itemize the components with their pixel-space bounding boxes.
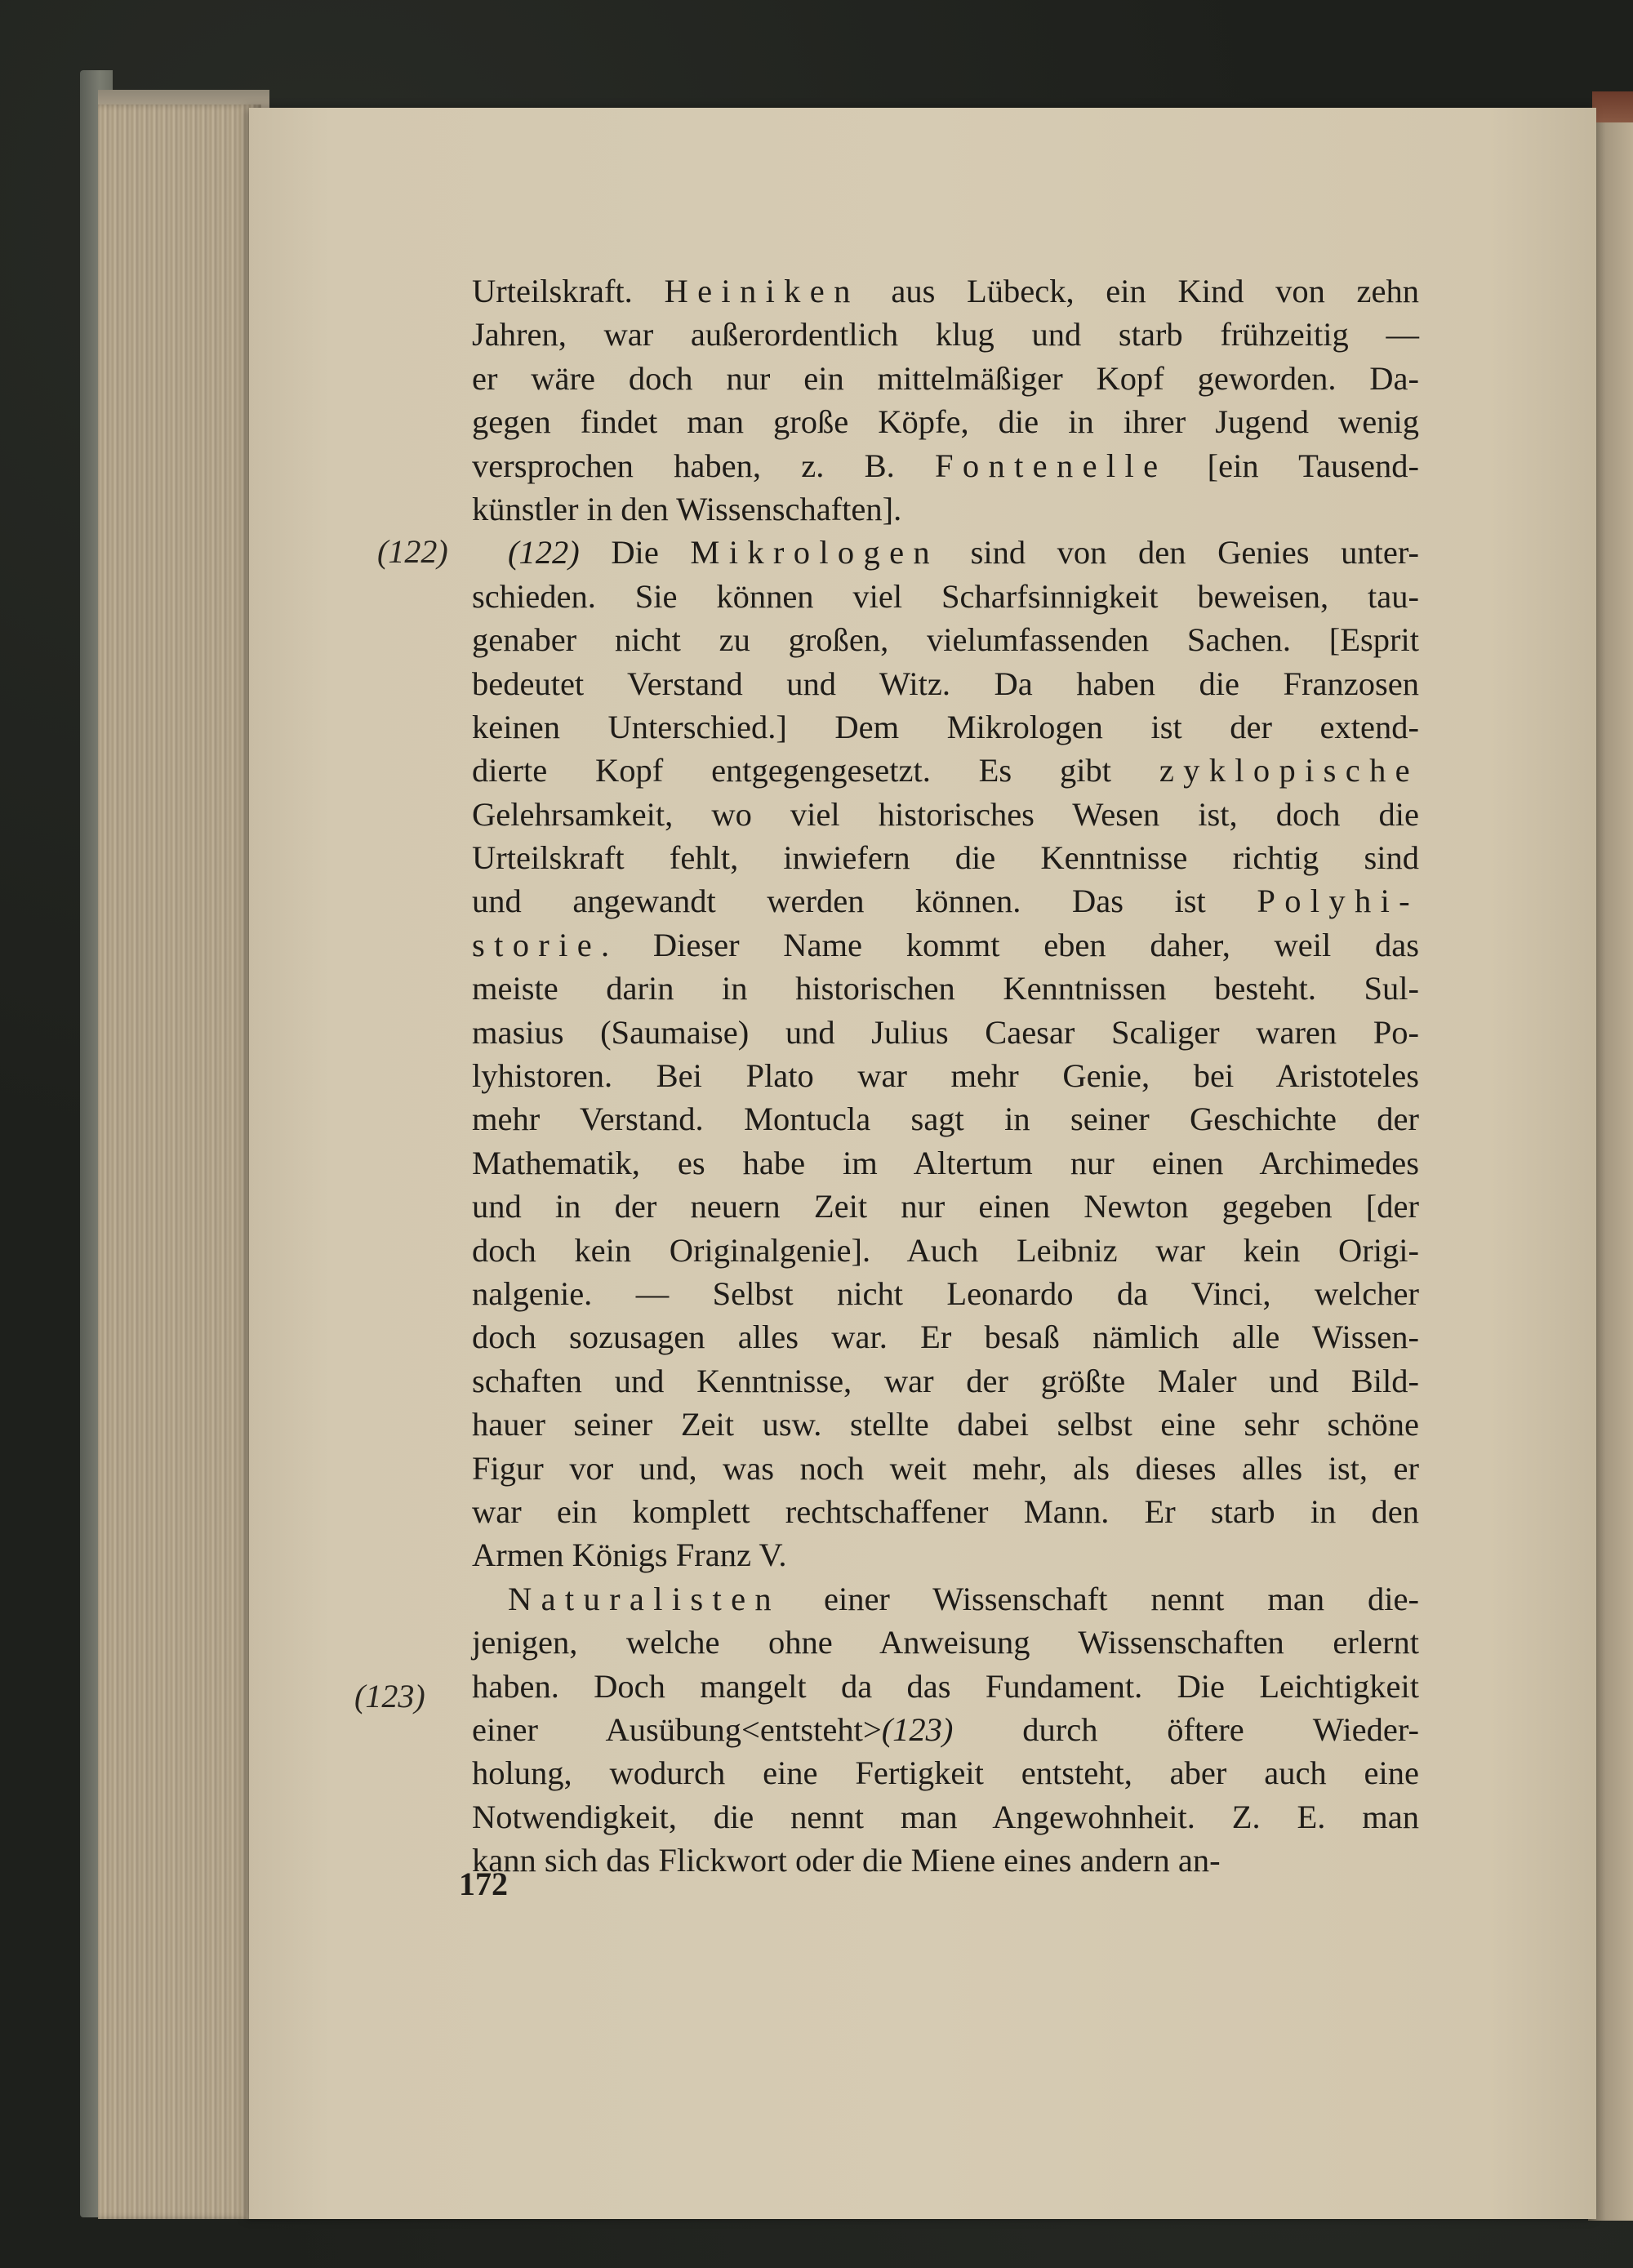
- text-line: [472, 1359, 1419, 1403]
- text-run: . Dieser Name kommt eben daher, weil das: [601, 926, 1419, 963]
- margin-note-122: (122): [377, 533, 448, 570]
- text-run: masius (Saumaise) und Julius Caesar Scaliger waren Po-: [472, 1013, 1419, 1051]
- text-line: [472, 1315, 1419, 1359]
- text-line: [472, 662, 1419, 705]
- text-line: [472, 1490, 1419, 1533]
- text-line: [472, 1011, 1419, 1054]
- text-run: war ein komplett rechtschaffener Mann. Er starb in den: [472, 1492, 1419, 1530]
- text-line: [472, 1403, 1419, 1446]
- text-run: hauer seiner Zeit usw. stellte dabei selbst eine sehr schöne: [472, 1406, 1419, 1443]
- text-run: aus Lübeck, ein Kind von zehn: [859, 273, 1420, 309]
- text-run: schaften und Kenntnisse, war der größte Maler und Bild-: [472, 1362, 1419, 1399]
- text-run: holung, wodurch eine Fertigkeit entsteht, aber auch eine: [472, 1754, 1419, 1792]
- text-line: [472, 1751, 1419, 1794]
- text-run: keinen Unterschied.] Dem Mikrologen ist der extend-: [472, 708, 1419, 745]
- spaced-emphasis: Naturalisten: [508, 1580, 781, 1617]
- text-line: [472, 1533, 1419, 1576]
- text-line: [472, 705, 1419, 749]
- text-line: [472, 1839, 1419, 1882]
- text-line: [472, 793, 1419, 836]
- text-run: Notwendigkeit, die nennt man Angewohnheit. Z. E. man: [472, 1798, 1419, 1835]
- text-run: kann sich das Flickwort oder die Miene eines andern an-: [472, 1842, 1221, 1879]
- text-line: [472, 967, 1419, 1010]
- text-line: [472, 1447, 1419, 1490]
- text-run: künstler in den Wissenschaften].: [472, 490, 902, 527]
- text-line: [472, 1621, 1419, 1664]
- text-line: [472, 618, 1419, 661]
- spaced-emphasis: Polyhi-: [1257, 883, 1419, 920]
- body-text: [472, 269, 1419, 1882]
- text-line: [472, 400, 1419, 443]
- text-run: haben. Doch mangelt da das Fundament. Die Leichtigkeit: [472, 1667, 1419, 1705]
- text-line: [472, 1665, 1419, 1708]
- text-run: doch kein Originalgenie]. Auch Leibniz war kein Origi-: [472, 1231, 1419, 1269]
- text-line: [472, 531, 1419, 574]
- text-run: Urteilskraft fehlt, inwiefern die Kenntnisse richtig sind: [472, 839, 1419, 877]
- text-line: [472, 357, 1419, 400]
- text-line: [472, 444, 1419, 487]
- text-run: jenigen, welche ohne Anweisung Wissenschaften erlernt: [472, 1624, 1419, 1661]
- text-run: Figur vor und, was noch weit mehr, als dieses alles ist, er: [472, 1449, 1419, 1487]
- text-line: [472, 1272, 1419, 1315]
- text-line: [472, 1229, 1419, 1272]
- text-run: sind von den Genies unter-: [939, 534, 1419, 571]
- spaced-emphasis: Heiniken: [664, 273, 860, 309]
- page-number: 172: [459, 1866, 508, 1902]
- text-line: [472, 749, 1419, 792]
- text-line: [472, 1577, 1419, 1621]
- text-line: [472, 923, 1419, 967]
- text-run: dierte Kopf entgegengesetzt. Es gibt: [472, 752, 1159, 789]
- text-run: Die: [579, 534, 691, 571]
- text-run: Jahren, war außerordentlich klug und starb frühzeitig —: [472, 316, 1419, 354]
- text-run: bedeutet Verstand und Witz. Da haben die Franzosen: [472, 665, 1419, 702]
- text-run: [ein Tausend-: [1167, 447, 1420, 484]
- text-line: [472, 1097, 1419, 1141]
- text-line: [472, 313, 1419, 356]
- text-line: [472, 1141, 1419, 1185]
- text-line: [472, 487, 1419, 531]
- text-run: schieden. Sie können viel Scharfsinnigkeit beweisen, tau-: [472, 577, 1419, 615]
- spaced-emphasis: Fontenelle: [935, 447, 1168, 484]
- text-line: [472, 1708, 1419, 1751]
- text-line: [472, 269, 1419, 313]
- text-run: Urteilskraft.: [472, 273, 665, 309]
- facing-page-strip: [1592, 91, 1633, 124]
- text-line: [472, 879, 1419, 923]
- spaced-emphasis: zyklopische: [1159, 752, 1419, 789]
- text-run: Mathematik, es habe im Altertum nur einen Archimedes: [472, 1144, 1419, 1181]
- text-run: durch öftere Wieder-: [953, 1710, 1419, 1748]
- text-line: [472, 1795, 1419, 1839]
- text-run: Gelehrsamkeit, wo viel historisches Wesen ist, doch die: [472, 795, 1419, 833]
- page-block-edges: [98, 105, 261, 2219]
- text-run: Armen Königs Franz V.: [472, 1536, 787, 1574]
- text-run: genaber nicht zu großen, vielumfassenden Sachen. [Esprit: [472, 621, 1419, 659]
- text-run: nalgenie. — Selbst nicht Leonardo da Vinci, welcher: [472, 1274, 1419, 1312]
- text-run: einer Ausübung<entsteht>: [472, 1710, 882, 1748]
- spaced-emphasis: storie: [472, 926, 602, 963]
- text-run: und angewandt werden können. Das ist: [472, 883, 1257, 920]
- inline-marker: (122): [508, 534, 580, 571]
- margin-note-123: (123): [354, 1678, 425, 1714]
- text-run: meiste darin in historischen Kenntnissen besteht. Sul-: [472, 970, 1419, 1007]
- text-run: lyhistoren. Bei Plato war mehr Genie, bei Aristoteles: [472, 1057, 1419, 1095]
- text-line: [472, 1185, 1419, 1228]
- text-run: und in der neuern Zeit nur einen Newton gegeben [der: [472, 1188, 1419, 1225]
- inline-marker: (123): [881, 1710, 954, 1748]
- text-run: gegen findet man große Köpfe, die in ihrer Jugend wenig: [472, 403, 1419, 441]
- text-line: [472, 575, 1419, 618]
- text-run: einer Wissenschaft nennt man die-: [781, 1580, 1419, 1617]
- text-run: er wäre doch nur ein mittelmäßiger Kopf geworden. Da-: [472, 359, 1419, 397]
- text-run: versprochen haben, z. B.: [472, 447, 936, 484]
- text-line: [472, 836, 1419, 879]
- text-line: [472, 1054, 1419, 1097]
- spaced-emphasis: Mikrologen: [690, 534, 940, 571]
- text-run: mehr Verstand. Montucla sagt in seiner Geschichte der: [472, 1101, 1419, 1138]
- text-run: doch sozusagen alles war. Er besaß nämlich alle Wissen-: [472, 1319, 1419, 1356]
